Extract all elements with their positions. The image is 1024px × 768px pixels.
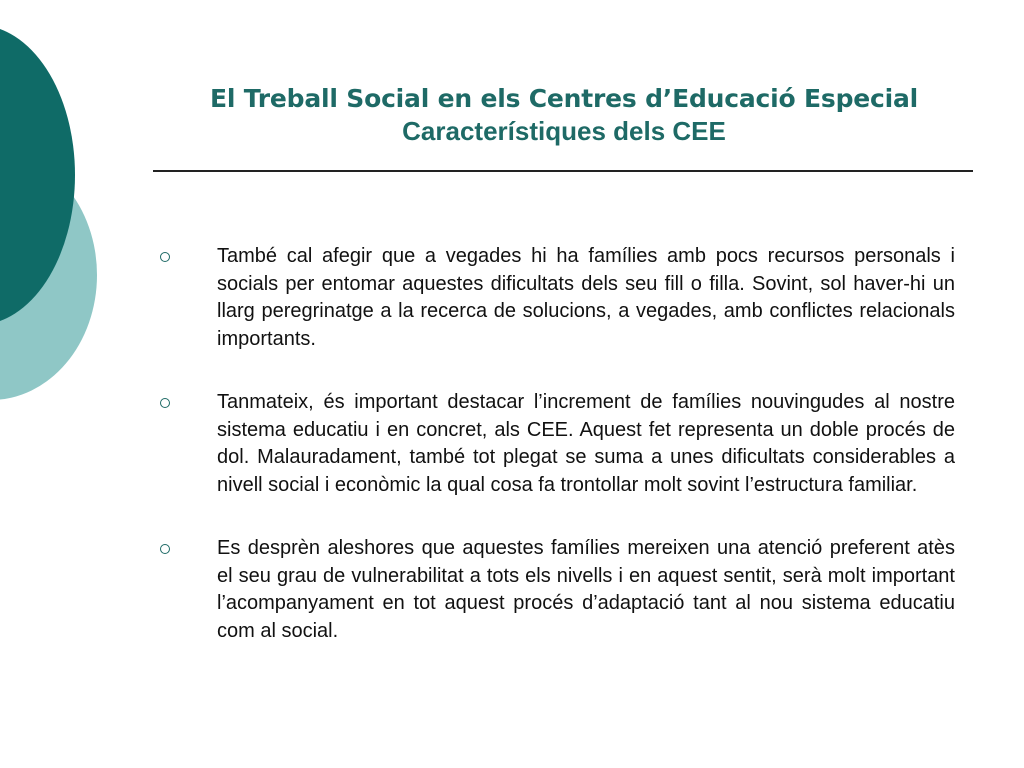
bullet-text: També cal afegir que a vegades hi ha famílies amb pocs recursos personals i socials per entomar aquestes dificultats dels seu fill o filla. Sovint, sol haver-hi un llarg peregrinatge a la recerca de solucions, a vegades, amb conflictes relacionals importants.: [217, 245, 955, 350]
bullet-item: [155, 389, 955, 499]
bullet-ring-icon: [160, 398, 170, 408]
title-divider: [153, 170, 973, 172]
bullet-ring-icon: [160, 252, 170, 262]
bullet-item: [155, 535, 955, 645]
bullet-list: [155, 243, 955, 645]
bullet-item: [155, 243, 955, 353]
bullet-text: Tanmateix, és important destacar l’increment de famílies nouvingudes al nostre sistema educatiu i en concret, als CEE. Aquest fet representa un doble procés de dol. Malauradament, també tot plegat se suma a unes dificultats considerables a nivell social i econòmic la qual cosa fa trontollar molt sovint l’estructura familiar.: [217, 391, 955, 496]
bullet-text: Es desprèn aleshores que aquestes famílies mereixen una atenció preferent atès el seu grau de vulnerabilitat a tots els nivells i en aquest sentit, serà molt important l’acompanyament en tot aquest procés d’adaptació tant al nou sistema educatiu com al social.: [217, 537, 955, 642]
bullet-ring-icon: [160, 544, 170, 554]
slide-title-block: [155, 82, 973, 146]
slide-title: El Treball Social en els Centres d’Educació Especial: [209, 84, 919, 113]
slide-subtitle: Característiques dels CEE: [402, 116, 726, 146]
